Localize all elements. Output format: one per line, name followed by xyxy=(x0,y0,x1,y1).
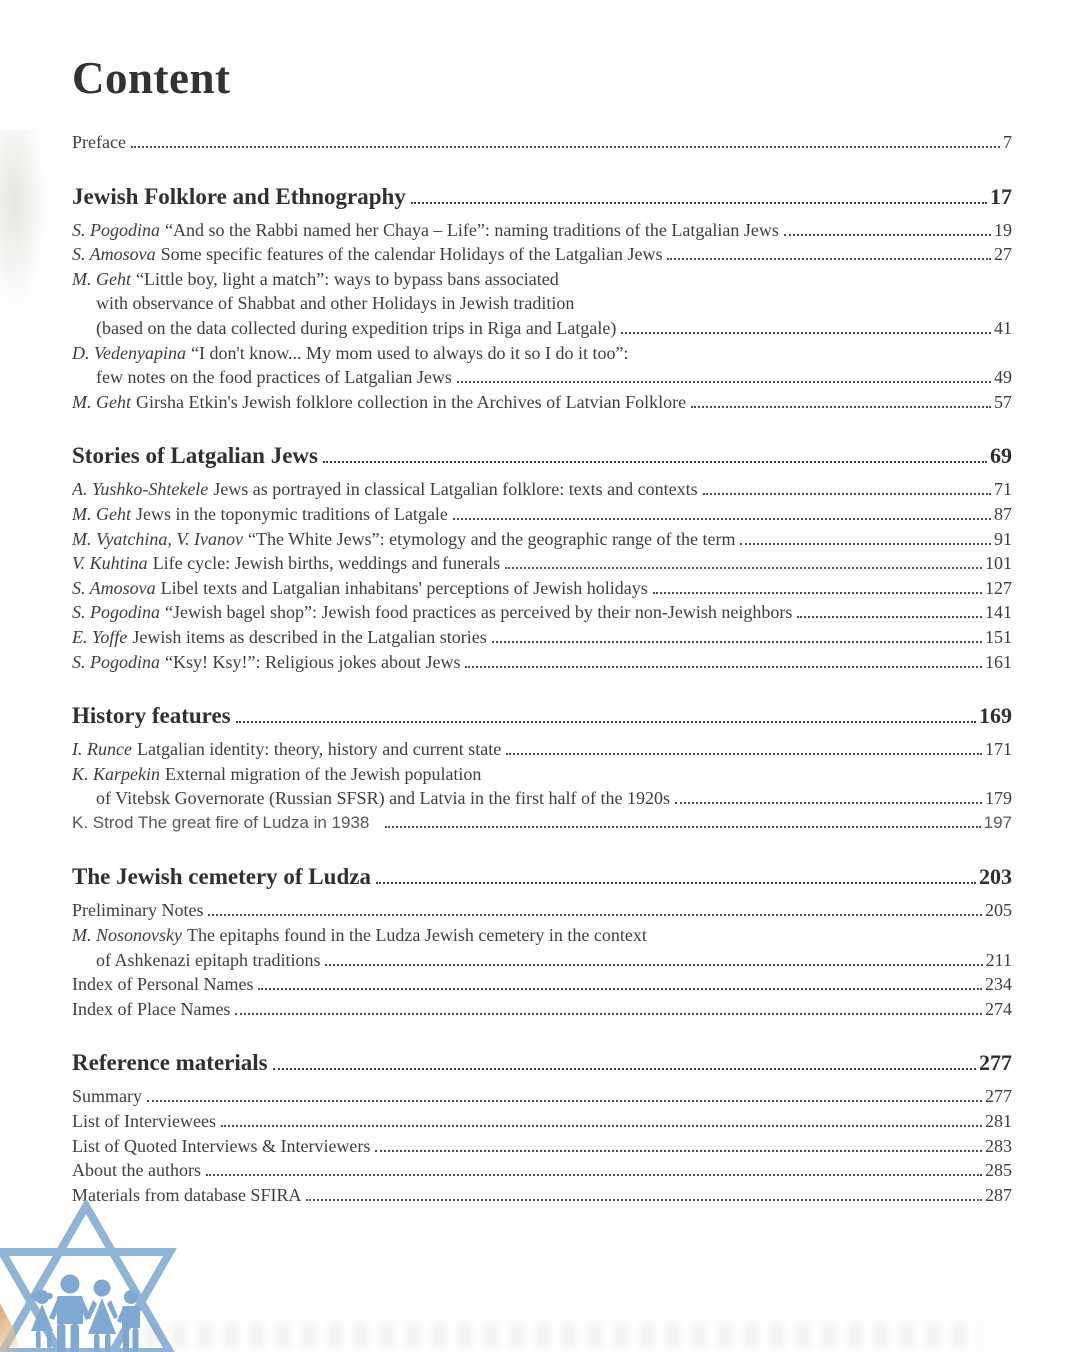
toc-entry-author: M. Geht xyxy=(72,391,131,412)
dot-leader xyxy=(505,563,982,569)
dot-leader xyxy=(236,717,976,723)
toc-entry-title: “The White Jews”: etymology and the geographic range of the term xyxy=(247,528,736,549)
toc-entry xyxy=(72,600,1012,625)
toc-entry-title: List of Quoted Interviews & Interviewers xyxy=(72,1135,371,1156)
toc-entry xyxy=(72,341,1012,366)
toc-entry-title: List of Interviewees xyxy=(72,1111,216,1132)
toc-entry-page: 91 xyxy=(994,528,1012,549)
toc-entry-author: V. Kuhtina xyxy=(72,553,148,574)
toc-entry-text xyxy=(72,242,662,267)
toc-entry-page: 101 xyxy=(985,553,1012,574)
section-title: Reference materials xyxy=(72,1050,268,1076)
toc-entry-title: “Ksy! Ksy!”: Religious jokes about Jews xyxy=(165,651,461,672)
toc-entry xyxy=(72,390,1012,415)
toc-entry-page: 287 xyxy=(985,1184,1012,1205)
toc-entry-page: 277 xyxy=(985,1086,1012,1107)
toc-entry xyxy=(72,972,1012,997)
toc-entry xyxy=(72,1158,1012,1183)
dot-leader xyxy=(691,402,991,408)
toc-entry-page: 274 xyxy=(985,998,1012,1019)
family-icon xyxy=(31,1275,140,1352)
toc-entry-text xyxy=(72,625,487,650)
section-header xyxy=(72,700,1012,732)
toc-entry-title: Index of Personal Names xyxy=(72,974,254,995)
toc-entry-page: 179 xyxy=(985,788,1012,809)
toc-entry-page: 57 xyxy=(994,391,1012,412)
toc-entry-text xyxy=(72,576,648,601)
dot-leader xyxy=(453,514,991,520)
dot-leader xyxy=(506,749,982,755)
toc-entry-title: Jews as portrayed in classical Latgalian folklore: texts and contexts xyxy=(213,479,698,500)
dot-leader xyxy=(375,1146,982,1152)
toc-entry-author: M. Nosonovsky xyxy=(72,925,182,946)
toc-entry-title: Preface xyxy=(72,132,126,152)
toc-entry-page: 161 xyxy=(985,651,1012,672)
toc-entry-page: 19 xyxy=(994,219,1012,240)
toc-entry-text xyxy=(72,218,779,243)
toc-entry-text xyxy=(72,737,501,762)
toc-entry-added-sans xyxy=(72,811,1012,836)
toc-entry-continuation xyxy=(72,948,1012,973)
toc-entry-title: with observance of Shabbat and other Holidays in Jewish tradition xyxy=(96,293,575,314)
dot-leader xyxy=(147,1096,982,1102)
toc-entry-title: Summary xyxy=(72,1086,142,1107)
toc-entry-author: K. Karpekin xyxy=(72,763,160,784)
dot-leader xyxy=(325,960,982,966)
section-header xyxy=(72,440,1012,472)
dot-leader xyxy=(621,328,991,334)
toc-entry-author: M. Geht xyxy=(72,503,131,524)
toc-entry-title: (based on the data collected during expedition trips in Riga and Latgale) xyxy=(96,317,617,338)
toc-section-stories xyxy=(72,440,1012,674)
toc-section-cemetery xyxy=(72,861,1012,1021)
toc-entry-preface xyxy=(72,130,1012,155)
toc-entry-title: Girsha Etkin's Jewish folklore collection in the Archives of Latvian Folklore xyxy=(135,391,687,412)
toc-entry xyxy=(72,737,1012,762)
section-page: 17 xyxy=(990,183,1012,209)
toc-entry-page: 127 xyxy=(985,577,1012,598)
toc-entry-text xyxy=(72,551,500,576)
toc-entry-page: 234 xyxy=(985,974,1012,995)
toc-entry-title: K. Strod The great fire of Ludza in 1938 xyxy=(72,812,370,832)
toc-entry-text xyxy=(72,762,481,787)
toc-entry-text xyxy=(72,341,629,366)
toc-entry-author: M. Vyatchina, V. Ivanov xyxy=(72,528,243,549)
section-page: 69 xyxy=(990,443,1012,469)
dot-leader xyxy=(273,1064,976,1070)
toc-entry xyxy=(72,650,1012,675)
toc-entry xyxy=(72,997,1012,1022)
dot-leader xyxy=(258,984,982,990)
toc-entry-page: 151 xyxy=(985,626,1012,647)
toc-entry-page: 7 xyxy=(1003,132,1012,152)
toc-entry xyxy=(72,576,1012,601)
section-page: 277 xyxy=(979,1050,1012,1076)
toc-entry-author: S. Amosova xyxy=(72,577,156,598)
toc-entry xyxy=(72,527,1012,552)
toc-entry-page: 27 xyxy=(994,244,1012,265)
dot-leader xyxy=(208,910,982,916)
toc-entry-author: S. Pogodina xyxy=(72,602,160,623)
toc-entry-title: Jewish items as described in the Latgalian stories xyxy=(132,626,487,647)
toc-entry-title: few notes on the food practices of Latgalian Jews xyxy=(96,367,452,388)
toc-entry xyxy=(72,218,1012,243)
toc-section-history xyxy=(72,700,1012,835)
toc-entry xyxy=(72,1084,1012,1109)
toc-entry-title: “And so the Rabbi named her Chaya – Life”: naming traditions of the Latgalian Jews xyxy=(165,219,779,240)
toc-entry xyxy=(72,477,1012,502)
toc-entry-text xyxy=(72,477,698,502)
star-of-david-family-logo xyxy=(0,1200,186,1352)
toc-entry-title: External migration of the Jewish population xyxy=(165,763,482,784)
toc-entry-page: 283 xyxy=(985,1135,1012,1156)
toc-entry-page: 285 xyxy=(985,1160,1012,1181)
toc-entry-title: About the authors xyxy=(72,1160,201,1181)
dot-leader xyxy=(703,489,991,495)
toc-entry-title: Preliminary Notes xyxy=(72,900,204,921)
toc-entry-continuation xyxy=(72,316,1012,341)
toc-entry-page: 87 xyxy=(994,503,1012,524)
toc-entry-author: I. Runce xyxy=(72,739,132,760)
toc-entry-text xyxy=(72,267,559,292)
toc-entry xyxy=(72,1183,1012,1208)
toc-entry xyxy=(72,1134,1012,1159)
toc-entry-continuation xyxy=(72,365,1012,390)
toc-entry-page: 205 xyxy=(985,900,1012,921)
toc-entry-title: “Little boy, light a match”: ways to bypass bans associated xyxy=(135,268,559,289)
dot-leader xyxy=(457,377,991,383)
toc-entry-title: The epitaphs found in the Ludza Jewish cemetery in the context xyxy=(186,925,647,946)
toc-entry-author: A. Yushko-Shtekele xyxy=(72,479,209,500)
toc-entry xyxy=(72,625,1012,650)
star-of-david-icon xyxy=(2,1206,170,1352)
ink-bleedthrough-artifact xyxy=(120,1322,980,1348)
toc-entry-title: Latgalian identity: theory, history and current state xyxy=(136,739,502,760)
toc-entry-title: of Ashkenazi epitaph traditions xyxy=(96,949,321,970)
toc-entry-text xyxy=(72,527,735,552)
toc-entry-text xyxy=(72,502,448,527)
toc-entry-continuation xyxy=(72,291,1012,316)
toc-entry-title: Libel texts and Latgalian inhabitans' perceptions of Jewish holidays xyxy=(160,577,648,598)
toc-section-reference xyxy=(72,1047,1012,1207)
toc-entry-page: 211 xyxy=(985,949,1012,970)
page-title: Content xyxy=(72,53,231,103)
toc-entry-title: “Jewish bagel shop”: Jewish food practices as perceived by their non-Jewish neighbors xyxy=(165,602,793,623)
toc-entry-page: 141 xyxy=(985,602,1012,623)
toc-entry xyxy=(72,502,1012,527)
toc-entry-title: Index of Place Names xyxy=(72,998,231,1019)
toc-entry-page: 71 xyxy=(994,479,1012,500)
section-title: Stories of Latgalian Jews xyxy=(72,443,318,469)
section-title: Jewish Folklore and Ethnography xyxy=(72,183,406,209)
toc-entry-author: E. Yoffe xyxy=(72,626,128,647)
section-page: 169 xyxy=(979,703,1012,729)
toc-section-folklore xyxy=(72,181,1012,415)
toc-entry xyxy=(72,898,1012,923)
toc-entry-title: Some specific features of the calendar Holidays of the Latgalian Jews xyxy=(160,244,663,265)
toc-entry xyxy=(72,242,1012,267)
toc-entry-title: of Vitebsk Governorate (Russian SFSR) and Latvia in the first half of the 1920s xyxy=(96,788,670,809)
toc-entry-page: 171 xyxy=(985,739,1012,760)
toc-entry-author: D. Vedenyapina xyxy=(72,342,186,363)
toc-entry-page: 281 xyxy=(985,1111,1012,1132)
toc-entry-text xyxy=(72,390,686,415)
dot-leader xyxy=(206,1170,982,1176)
toc-entry xyxy=(72,551,1012,576)
section-header xyxy=(72,1047,1012,1079)
toc-entry-text xyxy=(72,650,460,675)
toc-entry-author: S. Pogodina xyxy=(72,651,160,672)
toc-entry-text xyxy=(72,600,792,625)
section-header xyxy=(72,861,1012,893)
toc-entry xyxy=(72,267,1012,292)
toc-entry-title: Life cycle: Jewish births, weddings and funerals xyxy=(152,553,501,574)
section-page: 203 xyxy=(979,864,1012,890)
dot-leader xyxy=(235,1009,982,1015)
toc-entry-author: S. Amosova xyxy=(72,244,156,265)
dot-leader xyxy=(385,822,980,828)
dot-leader xyxy=(667,254,991,260)
dot-leader xyxy=(675,798,982,804)
dot-leader xyxy=(465,662,982,668)
dot-leader xyxy=(306,1195,982,1201)
dot-leader xyxy=(221,1121,982,1127)
toc-entry-continuation xyxy=(72,786,1012,811)
toc-entry-page: 41 xyxy=(994,317,1012,338)
toc-entry-title: “I don't know... My mom used to always do it so I do it too”: xyxy=(190,342,629,363)
dot-leader xyxy=(323,457,987,463)
toc-entry-title: Jews in the toponymic traditions of Latgale xyxy=(135,503,448,524)
toc-entry xyxy=(72,762,1012,787)
dot-leader xyxy=(797,612,982,618)
section-title: History features xyxy=(72,703,231,729)
toc-entry-author: M. Geht xyxy=(72,268,131,289)
toc-entry-page: 197 xyxy=(983,812,1012,832)
toc-entry-author: S. Pogodina xyxy=(72,219,160,240)
toc-entry xyxy=(72,923,1012,948)
toc-entry-title: Materials from database SFIRA xyxy=(72,1184,302,1205)
dot-leader xyxy=(740,539,991,545)
toc-entry-page: 49 xyxy=(994,367,1012,388)
dot-leader xyxy=(411,198,987,204)
toc-entry xyxy=(72,1109,1012,1134)
dot-leader xyxy=(492,637,982,643)
dot-leader xyxy=(784,230,991,236)
section-header xyxy=(72,181,1012,213)
dot-leader xyxy=(376,878,976,884)
section-title: The Jewish cemetery of Ludza xyxy=(72,864,371,890)
toc-entry-text xyxy=(72,923,647,948)
dot-leader xyxy=(653,588,982,594)
dot-leader xyxy=(131,142,1000,148)
